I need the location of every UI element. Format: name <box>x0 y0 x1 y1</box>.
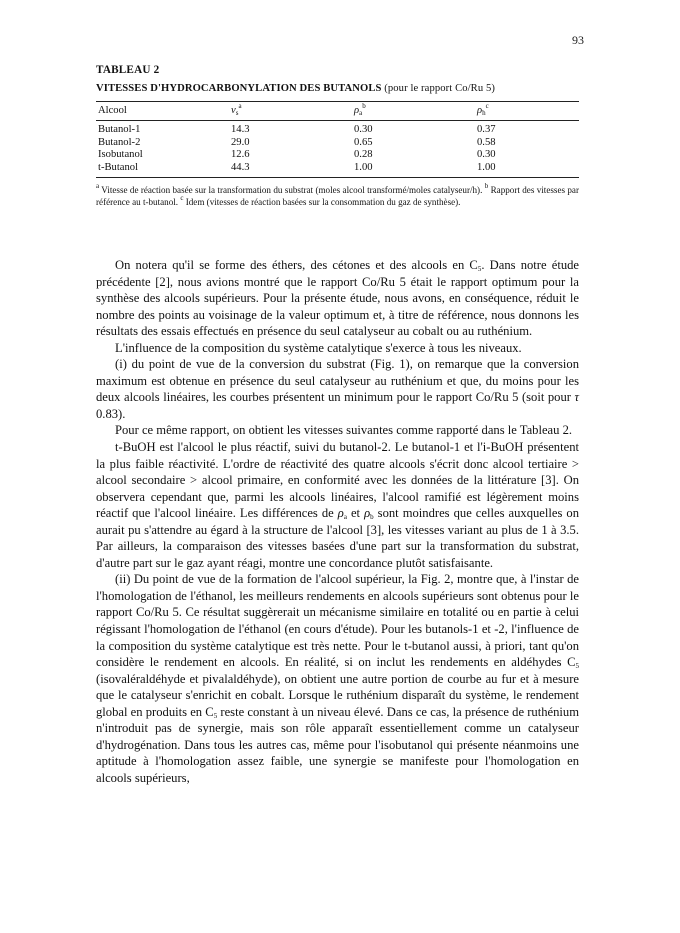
cell-rho-b: 0.58 <box>477 136 496 148</box>
footnote-c: Idem (vitesses de réaction basées sur la consommation du gaz de synthèse). <box>183 197 461 208</box>
cell-rho-a: 0.30 <box>354 124 373 136</box>
table-title <box>96 83 579 94</box>
footnote-a-mark: a <box>96 182 100 191</box>
table-row <box>96 137 579 149</box>
table-label: TABLEAU 2 <box>96 64 160 76</box>
cell-alcool: Butanol-1 <box>98 124 141 136</box>
cell-v: 44.3 <box>231 161 250 173</box>
data-table <box>96 101 579 178</box>
cell-alcool: t-Butanol <box>98 161 139 173</box>
cell-rho-b: 0.37 <box>477 124 496 136</box>
header-v: $v_s^a$ <box>231 102 242 117</box>
paragraph-6: (ii) Du point de vue de la formation de l'alcool supérieur, la Fig. 2, montre que, à l'instar de l'homologation de l'éthanol, les meilleurs rendements en alcools supérieurs sont obtenus pour le rapport Co/Ru 5. Ce résultat suggèrerait un mécanisme similaire en totalité ou en partie à celui régissant l'homologation de l'éthanol (en cours d'étude). Pour les butanols-1 et -2, l'influence de la composition du système catalytique est très nette. Pour le t-butanol aussi, à priori, tant qu'on considère le rendement en alcools. En réalité, si on inclut les rendements en aldéhydes $C_5$ (isovaléraldéhyde et pivalaldéhyde), on obtient une autre portion de courbe au fur et à mesure que le catalyseur s'enrichit en cobalt. Lorsque le ruthénium disparaît du système, le rendement global en produits en $C_5$ reste constant à un niveau élevé. Dans ce cas, la présence de ruthénium n'introduit pas de synergie, mais son rôle apparaît essentiellement comme un catalyseur d'hydrogénation. Dans tous les autres cas, même pour l'isobutanol qui présente néanmoins une aptitude à l'homologation assez faible, une synergie se manifeste pour l'homologation en alcools supérieurs, <box>96 572 579 785</box>
cell-v: 29.0 <box>231 136 250 148</box>
cell-rho-b: 0.30 <box>477 149 496 161</box>
footnote-b-mark: b <box>484 182 489 191</box>
paragraph-5: t-BuOH est l'alcool le plus réactif, suivi du butanol-2. Le butanol-1 et l'i-BuOH présentent la plus faible réactivité. L'ordre de réactivité des quatre alcools s'écrit donc alcool tertiaire > alcool secondaire > alcool primaire, en conformité avec les données de la littérature [3]. On observera cependant que, parmi les alcools linéaires, l'alcool ramifié est légèrement moins réactif que l'alcool linéaire. Les différences de $\rho_a$ et $\rho_b$ sont moindres que celles auxquelles on aurait pu s'attendre au égard à la structure de l'alcool [3], les vitesses variant au plus de 1 à 3.5. Par ailleurs, la comparaison des vitesses basées d'une part sur la transformation du substrat, d'autre part sur le gaz ayant réagi, montre une concordance plutôt satisfaisante. <box>96 440 579 570</box>
table-title-text: VITESSES D'HYDROCARBONYLATION DES BUTANOLS <box>96 83 382 94</box>
cell-rho-a: 0.65 <box>354 136 373 148</box>
paragraph-3: (i) du point de vue de la conversion du substrat (Fig. 1), on remarque que la conversion maximum est obtenue en présence du seul catalyseur au ruthénium et que, du moins pour les deux alcools linéaires, les courbes présentent un minimum pour le rapport Co/Ru 5 (soit pour τ 0.83). <box>96 357 579 421</box>
paragraph-2: L'influence de la composition du système catalytique s'exerce à tous les niveaux. <box>115 340 522 355</box>
cell-rho-a: 1.00 <box>354 161 373 173</box>
table-subtitle: (pour le rapport Co/Ru 5) <box>384 83 496 94</box>
cell-alcool: Butanol-2 <box>98 136 141 148</box>
cell-v: 14.3 <box>231 124 250 136</box>
footnote-c-mark: c <box>180 194 184 203</box>
header-rho-b: $\rho_h^c$ <box>477 102 489 117</box>
table-row <box>96 162 579 178</box>
header-alcool: Alcool <box>98 105 127 116</box>
paragraph-1: On notera qu'il se forme des éthers, des cétones et des alcools en $C_5$. Dans notre étude précédente [2], nous avions montré que le rapport Co/Ru 5 était le rapport optimum pour la synthèse des alcools supérieurs. Pour la présente étude, nous avons, en conséquence, réduit le nombre des points au voisinage de la valeur optimum et, à titre de référence, nous donnons les résultats des essais effectués en présence du seul catalyseur au cobalt ou au ruthénium. <box>96 258 580 339</box>
page-number: 93 <box>572 33 584 47</box>
footnote-b: Rapport des vitesses par référence au t-butanol. <box>96 185 579 208</box>
table-block <box>96 64 579 209</box>
table-footnotes <box>96 184 579 209</box>
table-header-row <box>96 102 579 121</box>
body-text <box>96 257 579 787</box>
table-row <box>96 149 579 161</box>
cell-v: 12.6 <box>231 149 250 161</box>
paragraph-4: Pour ce même rapport, on obtient les vitesses suivantes comme rapporté dans le Tableau 2. <box>115 423 573 438</box>
table-row <box>96 121 579 137</box>
header-rho-a: $\rho_a^b$ <box>354 102 366 117</box>
footnote-a: Vitesse de réaction basée sur la transformation du substrat (moles alcool transformé/moles catalyseur/h). <box>99 185 485 196</box>
cell-rho-b: 1.00 <box>477 161 496 173</box>
cell-alcool: Isobutanol <box>98 149 143 161</box>
cell-rho-a: 0.28 <box>354 149 373 161</box>
